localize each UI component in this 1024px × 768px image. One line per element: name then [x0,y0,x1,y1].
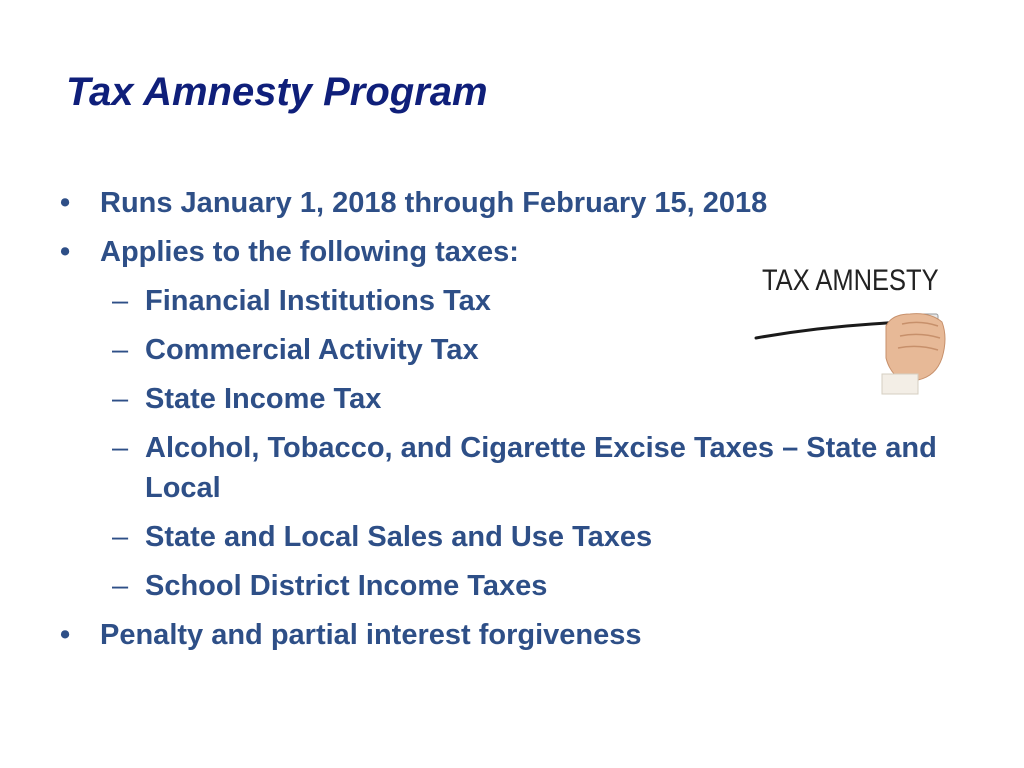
sub-bullet-item [100,566,960,606]
tax-amnesty-image [752,262,948,396]
sub-bullet-marker: – [112,383,129,415]
slide-title: Tax Amnesty Program [66,70,488,114]
sub-bullet-text: Financial Institutions Tax [145,285,491,317]
bullet-text: Penalty and partial interest forgiveness [100,619,642,651]
sub-bullet-text: State Income Tax [145,383,382,415]
sub-bullet-text: School District Income Taxes [145,570,548,602]
bullet-marker: • [60,187,71,219]
sub-bullet-marker: – [112,570,129,602]
hand-drawing-line-icon [752,262,948,396]
bullet-marker: • [60,619,71,651]
bullet-item [60,615,960,655]
sub-bullet-marker: – [112,334,129,366]
sub-bullet-text: Alcohol, Tobacco, and Cigarette Excise Taxes – State and Local [145,432,937,504]
bullet-text: Runs January 1, 2018 through February 15, 2018 [100,187,768,219]
sub-bullet-text: State and Local Sales and Use Taxes [145,521,653,553]
sub-bullet-text: Commercial Activity Tax [145,334,479,366]
sub-bullet-marker: – [112,521,129,553]
bullet-text: Applies to the following taxes: [100,236,519,268]
tax-amnesty-image-caption: TAX AMNESTY [762,264,939,297]
sub-bullet-item [100,428,960,508]
sub-bullet-marker: – [112,285,129,317]
sub-bullet-item [100,517,960,557]
bullet-list [60,183,960,664]
bullet-item [60,183,960,223]
sub-bullet-marker: – [112,432,129,464]
bullet-marker: • [60,236,71,268]
